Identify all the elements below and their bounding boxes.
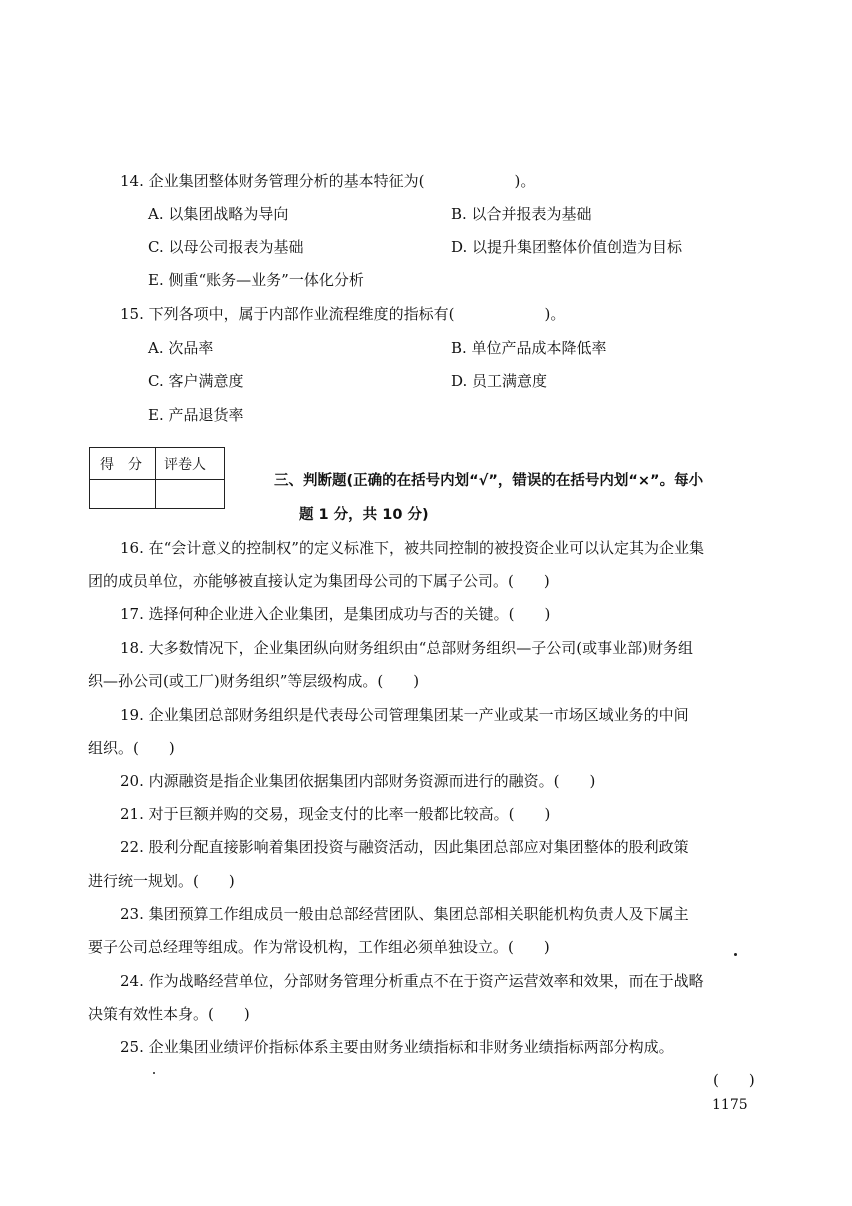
question-18-line1: 18. 大多数情况下，企业集团纵向财务组织由“总部财务组织—子公司(或事业部)财务组 [120,639,693,657]
question-25-line1: 25. 企业集团业绩评价指标体系主要由财务业绩指标和非财务业绩指标两部分构成。 [120,1038,674,1056]
score-label: 得 分 [100,457,142,473]
question-19-line2: 组织。( ) [88,739,175,757]
question-14-option-d: D. 以提升集团整体价值创造为目标 [451,238,683,256]
scan-speck [153,1072,155,1074]
question-15-option-d: D. 员工满意度 [451,372,548,390]
grader-label: 评卷人 [164,457,206,473]
question-15-option-b: B. 单位产品成本降低率 [451,339,607,357]
question-14-stem: 14. 企业集团整体财务管理分析的基本特征为( )。 [120,172,536,190]
question-15-stem: 15. 下列各项中，属于内部作业流程维度的指标有( )。 [120,305,566,323]
question-21: 21. 对于巨额并购的交易，现金支付的比率一般都比较高。( ) [120,805,551,823]
page-number: 1175 [712,1097,748,1113]
scan-speck [734,953,737,956]
question-14-option-c: C. 以母公司报表为基础 [148,238,304,256]
section-3-heading: 三、判断题(正确的在括号内划“√”，错误的在括号内划“×”。每小 [274,473,704,489]
table-divider [90,479,224,480]
question-19-line1: 19. 企业集团总部财务组织是代表母公司管理集团某一产业或某一市场区域业务的中间 [120,706,689,724]
question-22-line1: 22. 股利分配直接影响着集团投资与融资活动，因此集团总部应对集团整体的股利政策 [120,838,689,856]
question-15-option-a: A. 次品率 [148,339,214,357]
table-divider [155,448,156,508]
score-table [89,447,225,509]
question-15-option-c: C. 客户满意度 [148,372,244,390]
question-24-line2: 决策有效性本身。( ) [88,1005,250,1023]
question-16-line1: 16. 在“会计意义的控制权”的定义标准下，被共同控制的被投资企业可以认定其为企业集 [120,539,704,557]
question-18-line2: 织—孙公司(或工厂)财务组织”等层级构成。( ) [88,672,420,690]
question-20: 20. 内源融资是指企业集团依据集团内部财务资源而进行的融资。( ) [120,772,596,790]
question-17: 17. 选择何种企业进入企业集团，是集团成功与否的关键。( ) [120,605,551,623]
question-23-line2: 要子公司总经理等组成。作为常设机构，工作组必须单独设立。( ) [88,938,550,956]
question-15-option-e: E. 产品退货率 [148,406,244,424]
section-3-heading-line2: 题 1 分，共 10 分) [299,507,429,523]
question-23-line1: 23. 集团预算工作组成员一般由总部经营团队、集团总部相关职能机构负责人及下属主 [120,905,689,923]
question-24-line1: 24. 作为战略经营单位，分部财务管理分析重点不在于资产运营效率和效果，而在于战略 [120,972,704,990]
question-16-line2: 团的成员单位，亦能够被直接认定为集团母公司的下属子公司。( ) [88,572,550,590]
question-14-option-e: E. 侧重“账务—业务”一体化分析 [148,271,364,289]
question-25-answer-bracket: ( ) [713,1071,755,1089]
question-22-line2: 进行统一规划。( ) [88,872,235,890]
question-14-option-b: B. 以合并报表为基础 [451,205,592,223]
question-14-option-a: A. 以集团战略为导向 [148,205,289,223]
